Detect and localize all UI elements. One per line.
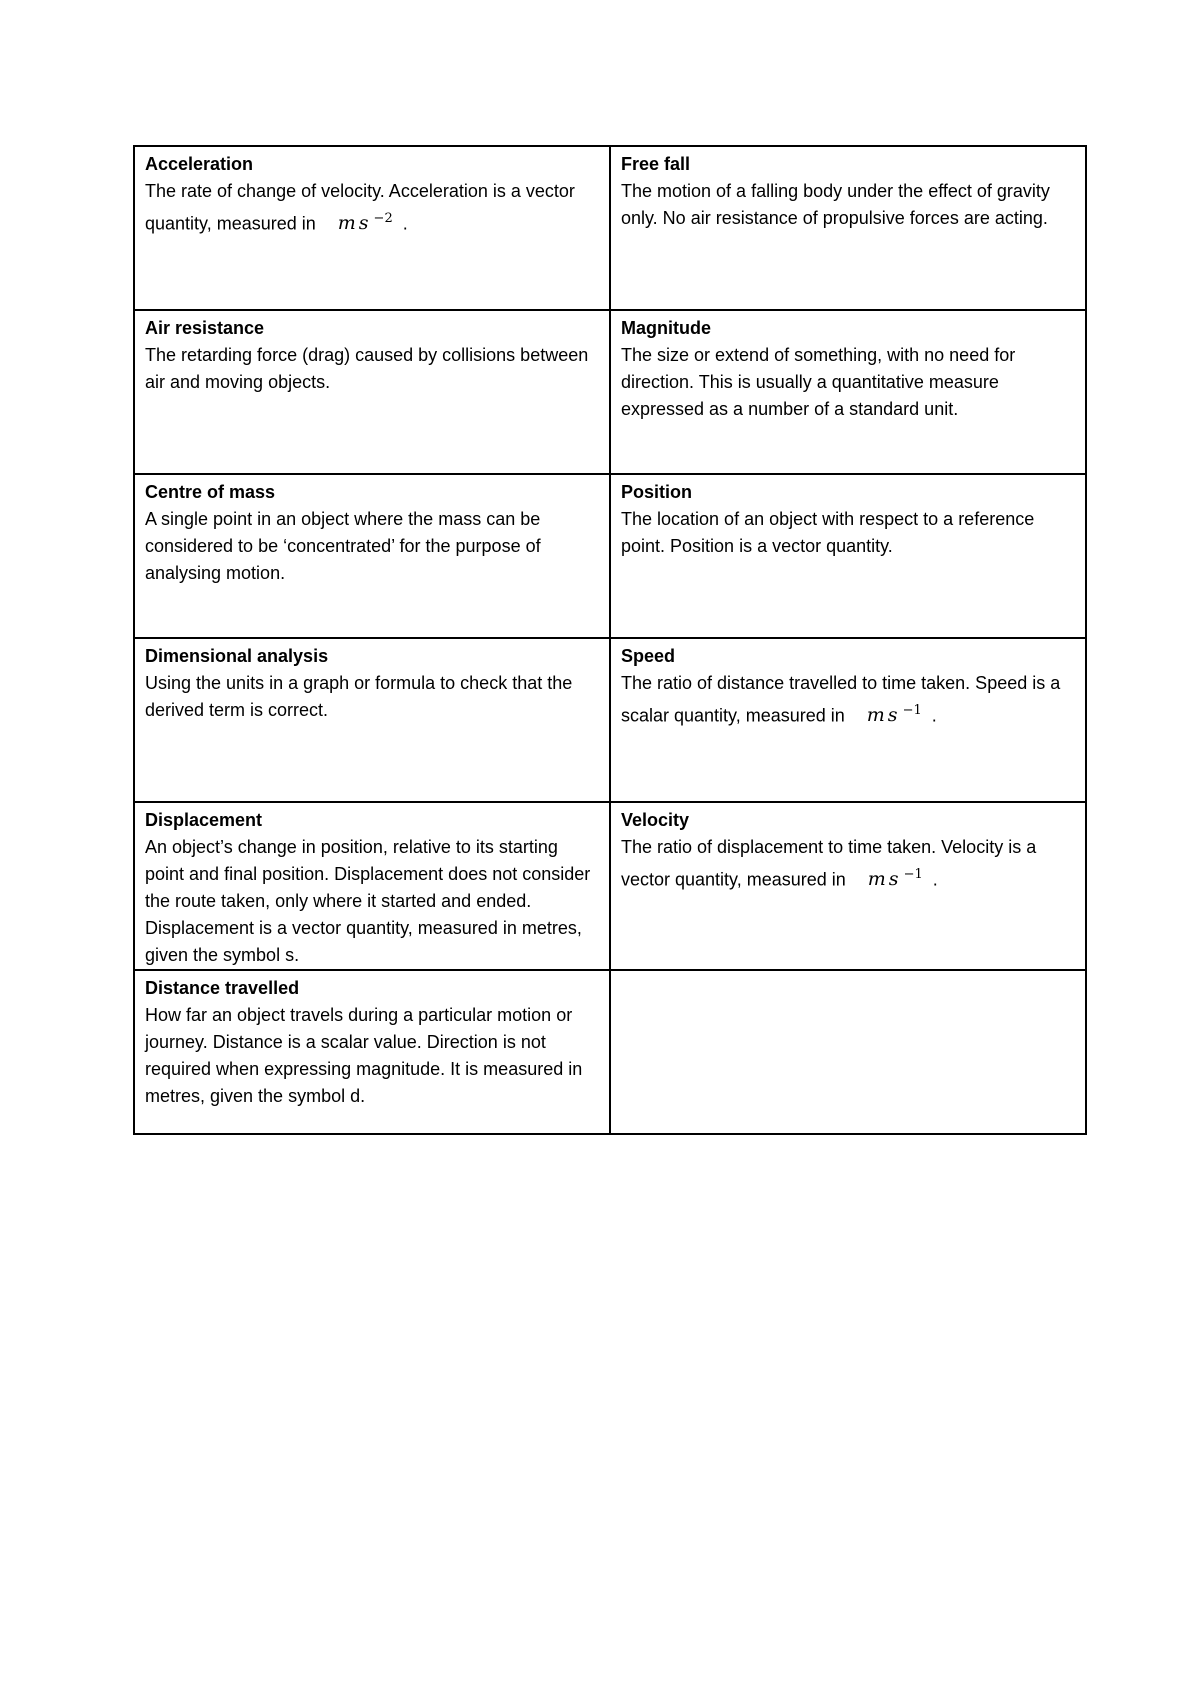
unit-symbol	[338, 212, 393, 234]
definition-text: The ratio of displacement to time taken. Velocity is a vector quantity, measured in	[621, 837, 1037, 890]
term-title: Speed	[621, 646, 676, 666]
term-definition: The retarding force (drag) caused by collisions between air and moving objects.	[145, 345, 589, 392]
glossary-table	[133, 145, 1087, 1135]
term-definition	[621, 670, 1075, 729]
term-title: Dimensional analysis	[145, 646, 329, 666]
definition-suffix: .	[931, 705, 937, 726]
glossary-cell-distance-travelled	[134, 970, 610, 1134]
definition-suffix: .	[932, 869, 938, 890]
unit-base: ms	[867, 868, 902, 891]
glossary-cell-velocity	[610, 802, 1086, 970]
term-definition	[621, 834, 1075, 893]
glossary-cell-free-fall	[610, 146, 1086, 310]
term-definition: A single point in an object where the mass can be considered to be ‘concentrated’ for the purpose of analysing motion.	[145, 509, 541, 583]
term-title: Acceleration	[145, 154, 254, 174]
glossary-cell-air-resistance	[134, 310, 610, 474]
term-title: Velocity	[621, 810, 690, 830]
term-title: Displacement	[145, 810, 263, 830]
glossary-cell-position	[610, 474, 1086, 638]
term-title: Centre of mass	[145, 482, 276, 502]
table-row	[134, 146, 1086, 310]
definition-text: The rate of change of velocity. Acceleration is a vector quantity, measured in	[145, 181, 575, 234]
term-title: Position	[621, 482, 692, 502]
term-title: Magnitude	[621, 318, 711, 338]
definition-suffix: .	[402, 213, 408, 234]
term-title: Air resistance	[145, 318, 265, 338]
table-row	[134, 310, 1086, 474]
term-definition: Using the units in a graph or formula to check that the derived term is correct.	[145, 673, 573, 720]
glossary-cell-dimensional-analysis	[134, 638, 610, 802]
table-row	[134, 802, 1086, 970]
glossary-cell-centre-of-mass	[134, 474, 610, 638]
term-definition: The location of an object with respect to a reference point. Position is a vector quantity.	[621, 509, 1035, 556]
definition-text: The ratio of distance travelled to time taken. Speed is a scalar quantity, measured in	[621, 673, 1061, 726]
unit-base: ms	[866, 704, 901, 727]
unit-base: ms	[337, 212, 372, 235]
table-row	[134, 638, 1086, 802]
term-definition: The size or extend of something, with no need for direction. This is usually a quantitative measure expressed as a number of a standard unit.	[621, 345, 1016, 419]
unit-exponent: −1	[903, 867, 923, 882]
table-row	[134, 970, 1086, 1134]
table-row	[134, 474, 1086, 638]
glossary-cell-displacement	[134, 802, 610, 970]
term-definition: An object’s change in position, relative to its starting point and final position. Displacement does not consider the route taken, only where it started and ended. Displacement is a vector quantity, measured in metres, given the symbol s.	[145, 837, 591, 965]
term-title: Free fall	[621, 154, 691, 174]
unit-symbol	[867, 704, 922, 726]
glossary-cell-magnitude	[610, 310, 1086, 474]
term-title: Distance travelled	[145, 978, 300, 998]
glossary-cell-empty	[610, 970, 1086, 1134]
glossary-cell-acceleration	[134, 146, 610, 310]
term-definition: How far an object travels during a particular motion or journey. Distance is a scalar value. Direction is not required when expressing magnitude. It is measured in metres, given the symbol d.	[145, 1005, 583, 1106]
unit-exponent: −2	[373, 211, 393, 226]
term-definition	[145, 178, 599, 237]
unit-symbol	[868, 868, 923, 890]
unit-exponent: −1	[902, 703, 922, 718]
term-definition: The motion of a falling body under the effect of gravity only. No air resistance of propulsive forces are acting.	[621, 181, 1050, 228]
glossary-cell-speed	[610, 638, 1086, 802]
